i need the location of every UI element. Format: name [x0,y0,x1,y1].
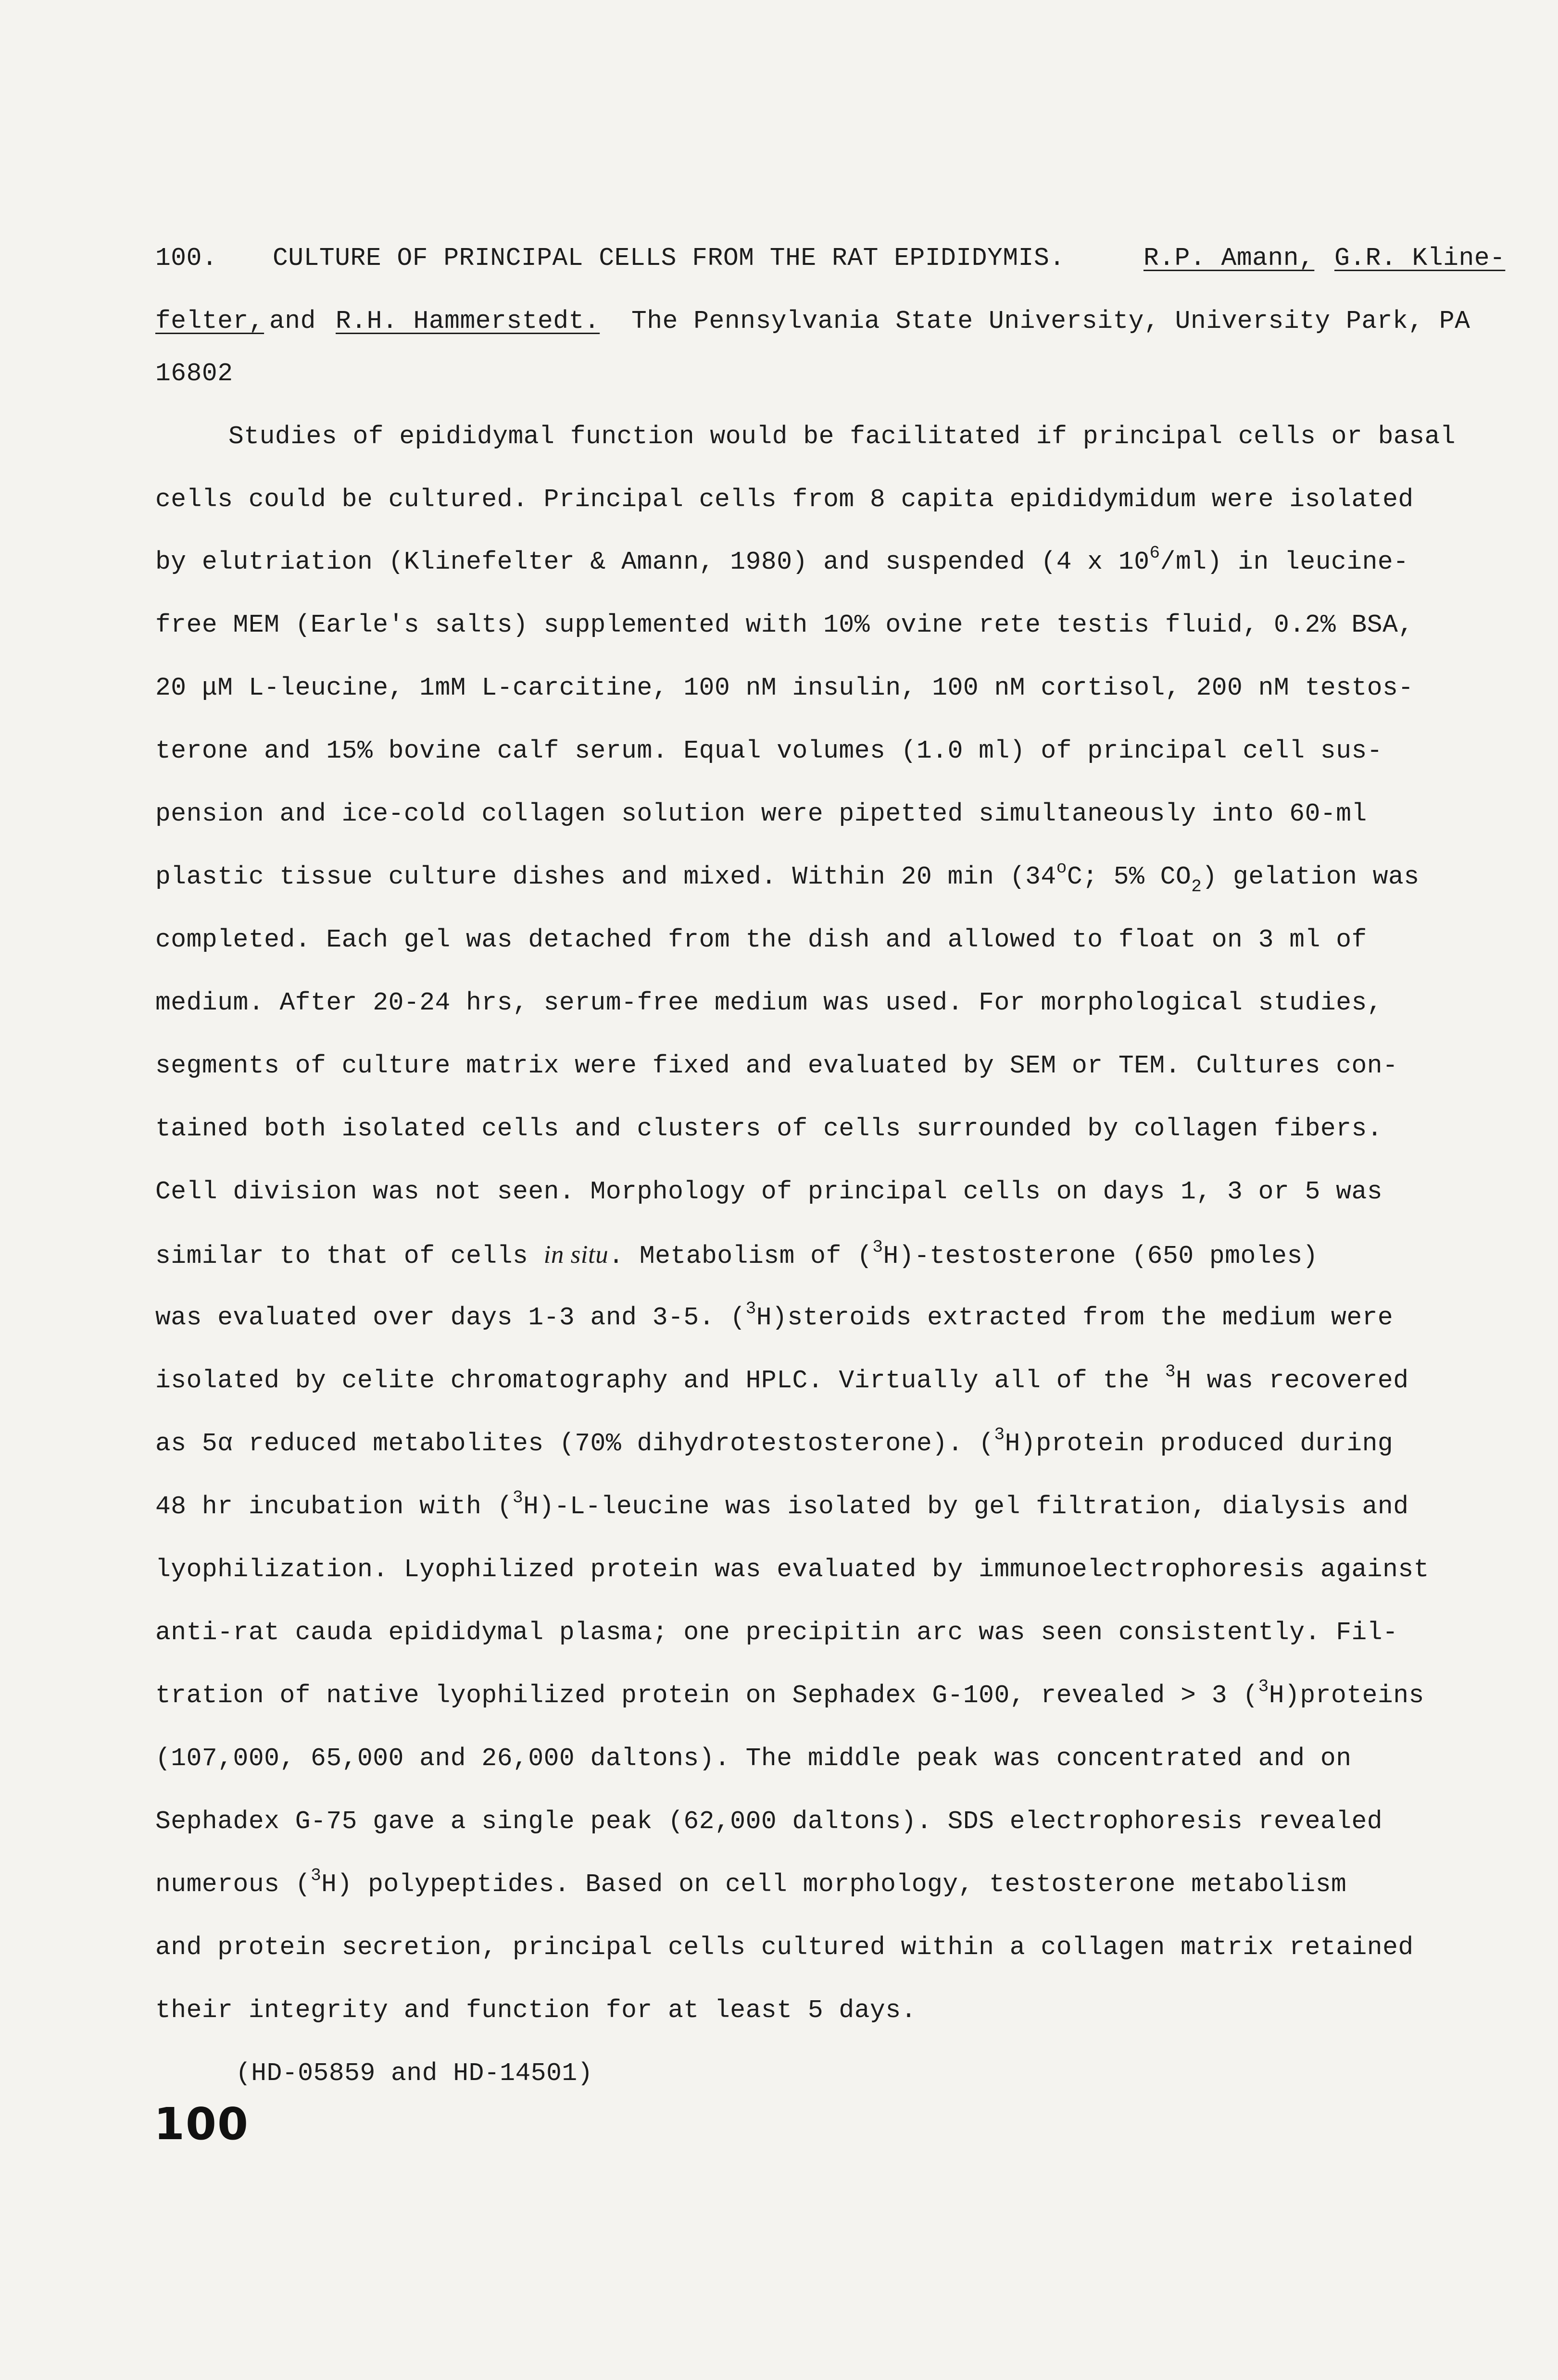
italic-text: in situ [543,1241,609,1269]
body-line-24 [155,1868,1478,1901]
body-line-1 [228,420,1479,453]
body-text: by elutriation (Klinefelter & Amann, 1980) and suspended (4 x 10 [155,548,1150,576]
body-text: tained both isolated cells and clusters of cells surrounded by collagen fibers. [155,1114,1383,1143]
body-text: lyophilization. Lyophilized protein was evaluated by immunoelectrophoresis against [155,1555,1430,1584]
body-line-9 [155,923,1478,957]
body-text: 48 hr incubation with ( [155,1492,513,1521]
body-text: as 5α reduced metabolites (70% dihydrotestosterone). ( [155,1429,994,1458]
body-line-13 [155,1175,1478,1209]
body-line-15 [155,1301,1478,1334]
body-text: H was recovered [1175,1366,1409,1395]
body-text: similar to that of cells [155,1242,528,1271]
body-line-25 [155,1931,1478,1964]
body-text: H) polypeptides. Based on cell morphology, testosterone metabolism [321,1870,1347,1899]
body-line-21 [155,1679,1478,1712]
body-text: H)protein produced during [1005,1429,1394,1458]
superscript: 3 [994,1425,1005,1445]
body-text: was evaluated over days 1-3 and 3-5. ( [155,1303,746,1332]
grants-line [236,2056,1438,2090]
body-text: Sephadex G-75 gave a single peak (62,000 daltons). SDS electrophoresis revealed [155,1807,1383,1836]
body-text: isolated by celite chromatography and HPLC. Virtually all of the [155,1366,1150,1395]
body-line-17 [155,1427,1478,1460]
superscript: 3 [311,1866,322,1886]
body-line-11 [155,1049,1478,1083]
grant-numbers: (HD-05859 and HD-14501) [236,2059,593,2088]
body-line-18 [155,1490,1478,1523]
body-text: terone and 15% bovine calf serum. Equal volumes (1.0 ml) of principal cell sus- [155,736,1383,765]
body-line-10 [155,986,1478,1020]
abstract-number: 100. [155,244,218,273]
body-line-23 [155,1805,1478,1838]
body-text: C; 5% CO [1067,862,1192,891]
body-text: cells could be cultured. Principal cells from 8 capita epididymidum were isolated [155,485,1414,514]
author-hammerstedt: R.H. Hammerstedt. [336,307,600,336]
body-text: Studies of epididymal function would be facilitated if principal cells or basal [228,422,1456,451]
affiliation: The Pennsylvania State University, University Park, PA [631,307,1470,336]
superscript: 3 [1165,1362,1176,1382]
body-text: (107,000, 65,000 and 26,000 daltons). The middle peak was concentrated and on [155,1744,1352,1773]
body-line-14 [155,1238,1478,1273]
body-line-7 [155,797,1478,831]
superscript: 6 [1149,543,1160,563]
body-text: Cell division was not seen. Morphology of principal cells on days 1, 3 or 5 was [155,1177,1383,1206]
body-text: pension and ice-cold collagen solution were pipetted simultaneously into 60-ml [155,799,1367,828]
body-text: medium. After 20-24 hrs, serum-free medium was used. For morphological studies, [155,988,1383,1017]
body-text: 20 μM L-leucine, 1mM L-carcitine, 100 nM insulin, 100 nM cortisol, 200 nM testos- [155,673,1414,702]
superscript: 3 [872,1237,883,1258]
body-text: numerous ( [155,1870,311,1899]
body-text: free MEM (Earle's salts) supplemented with 10% ovine rete testis fluid, 0.2% BSA, [155,611,1414,639]
author-klinefelter-part-1: G.R. Kline- [1334,244,1506,273]
body-text: completed. Each gel was detached from the dish and allowed to float on 3 ml of [155,925,1367,954]
body-text: anti-rat cauda epididymal plasma; one precipitin arc was seen consistently. Fil- [155,1618,1398,1647]
body-line-5 [155,671,1478,705]
body-text: segments of culture matrix were fixed and evaluated by SEM or TEM. Cultures con- [155,1051,1398,1080]
abstract-title: CULTURE OF PRINCIPAL CELLS FROM THE RAT EPIDIDYMIS. [273,244,1065,273]
body-line-26 [155,1994,1478,2027]
body-text: /ml) in leucine- [1160,548,1409,576]
body-text: ) gelation was [1202,862,1420,891]
body-text: H)-testosterone (650 pmoles) [883,1242,1319,1271]
body-line-3 [155,545,1478,579]
body-text: tration of native lyophilized protein on Sephadex G-100, revealed > 3 ( [155,1681,1258,1710]
and-word: and [269,307,316,336]
subscript: 2 [1191,876,1202,897]
body-line-6 [155,734,1478,768]
superscript: 3 [745,1299,756,1319]
page-number-stamp: 100 [154,2098,250,2150]
author-klinefelter-part-2: felter, [155,307,264,336]
superscript: o [1056,858,1067,878]
body-line-4 [155,608,1478,642]
body-text: H)steroids extracted from the medium were [756,1303,1394,1332]
superscript: 3 [1258,1677,1269,1697]
body-line-8 [155,858,1478,897]
body-line-19 [155,1553,1478,1586]
body-line-16 [155,1364,1478,1397]
zip-code: 16802 [155,359,233,388]
superscript: 3 [513,1488,524,1508]
body-text: H)-L-leucine was isolated by gel filtration, dialysis and [523,1492,1409,1521]
body-text: . Metabolism of ( [608,1242,873,1271]
body-text: plastic tissue culture dishes and mixed. Within 20 min (34 [155,862,1056,891]
body-text: H)proteins [1269,1681,1424,1710]
author-amann: R.P. Amann, [1143,244,1315,273]
body-line-12 [155,1112,1478,1146]
body-text: their integrity and function for at least 5 days. [155,1996,917,2025]
body-line-20 [155,1616,1478,1649]
body-text: and protein secretion, principal cells cultured within a collagen matrix retained [155,1933,1414,1962]
body-line-2 [155,483,1478,516]
body-line-22 [155,1742,1478,1775]
